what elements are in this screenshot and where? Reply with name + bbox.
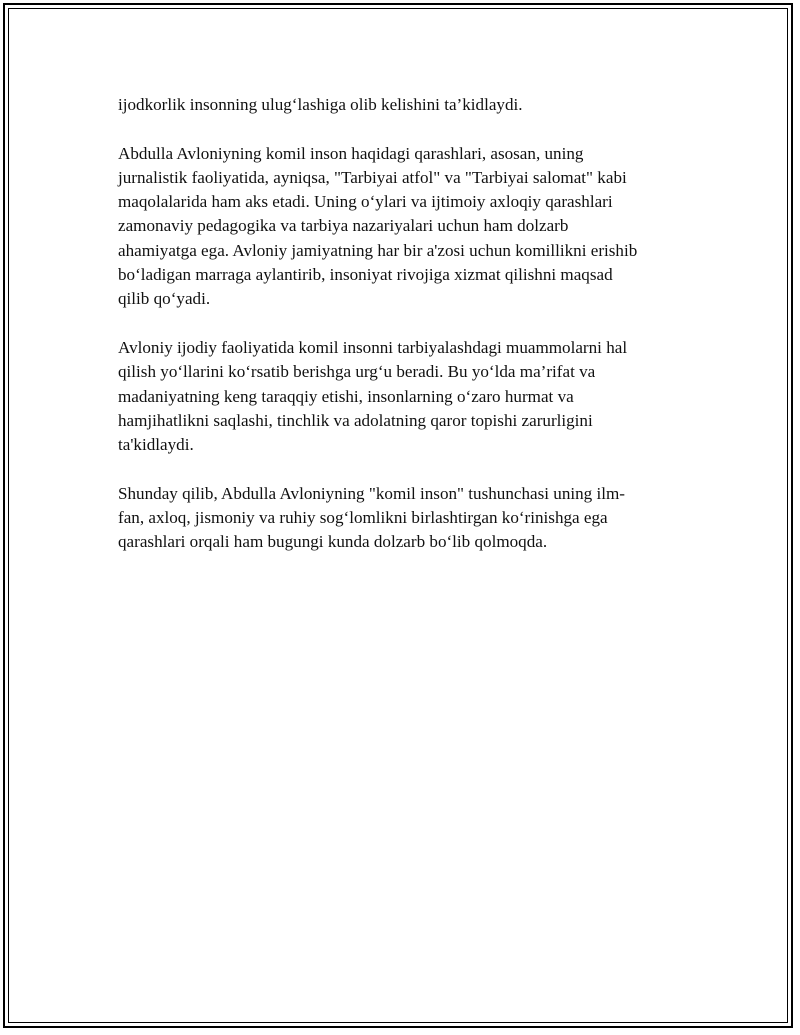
document-body [118,93,690,579]
text-line: Avloniy ijodiy faoliyatida komil insonni tarbiyalashdagi muammolarni hal [118,337,628,357]
text-line: ahamiyatga ega. Avloniy jamiyatning har bir a'zosi uchun komillikni erishib [118,240,638,260]
text-line: Abdulla Avloniyning komil inson haqidagi qarashlari, asosan, uning [118,143,584,163]
text-line: madaniyatning keng taraqqiy etishi, insonlarning o‘zaro hurmat va [118,386,574,406]
text-line: ijodkorlik insonning ulug‘lashiga olib kelishini ta’kidlaydi. [118,95,523,114]
text-line: qilish yo‘llarini ko‘rsatib berishga urg‘u beradi. Bu yo‘lda ma’rifat va [118,362,596,382]
text-line: fan, axloq, jismoniy va ruhiy sog‘lomlikni birlashtirgan ko‘rinishga ega [118,508,608,528]
paragraph-3 [118,336,690,457]
text-line: jurnalistik faoliyatida, ayniqsa, "Tarbiyai atfol" va "Tarbiyai salomat" kabi [118,167,627,187]
paragraph-2 [118,142,690,312]
text-line: qarashlari orqali ham bugungi kunda dolzarb bo‘lib qolmoqda. [118,532,548,552]
text-line: qilib qo‘yadi. [118,289,211,309]
text-line: maqolalarida ham aks etadi. Uning o‘ylari va ijtimoiy axloqiy qarashlari [118,192,613,212]
paragraph-1 [118,93,690,117]
text-line: Shunday qilib, Abdulla Avloniyning "komil inson" tushunchasi uning ilm- [118,483,625,503]
text-line: bo‘ladigan marraga aylantirib, insoniyat rivojiga xizmat qilishni maqsad [118,265,613,285]
text-line: hamjihatlikni saqlashi, tinchlik va adolatning qaror topishi zarurligini [118,410,593,430]
paragraph-4 [118,482,690,555]
text-line: ta'kidlaydi. [118,435,194,455]
text-line: zamonaviy pedagogika va tarbiya nazariyalari uchun ham dolzarb [118,216,569,236]
